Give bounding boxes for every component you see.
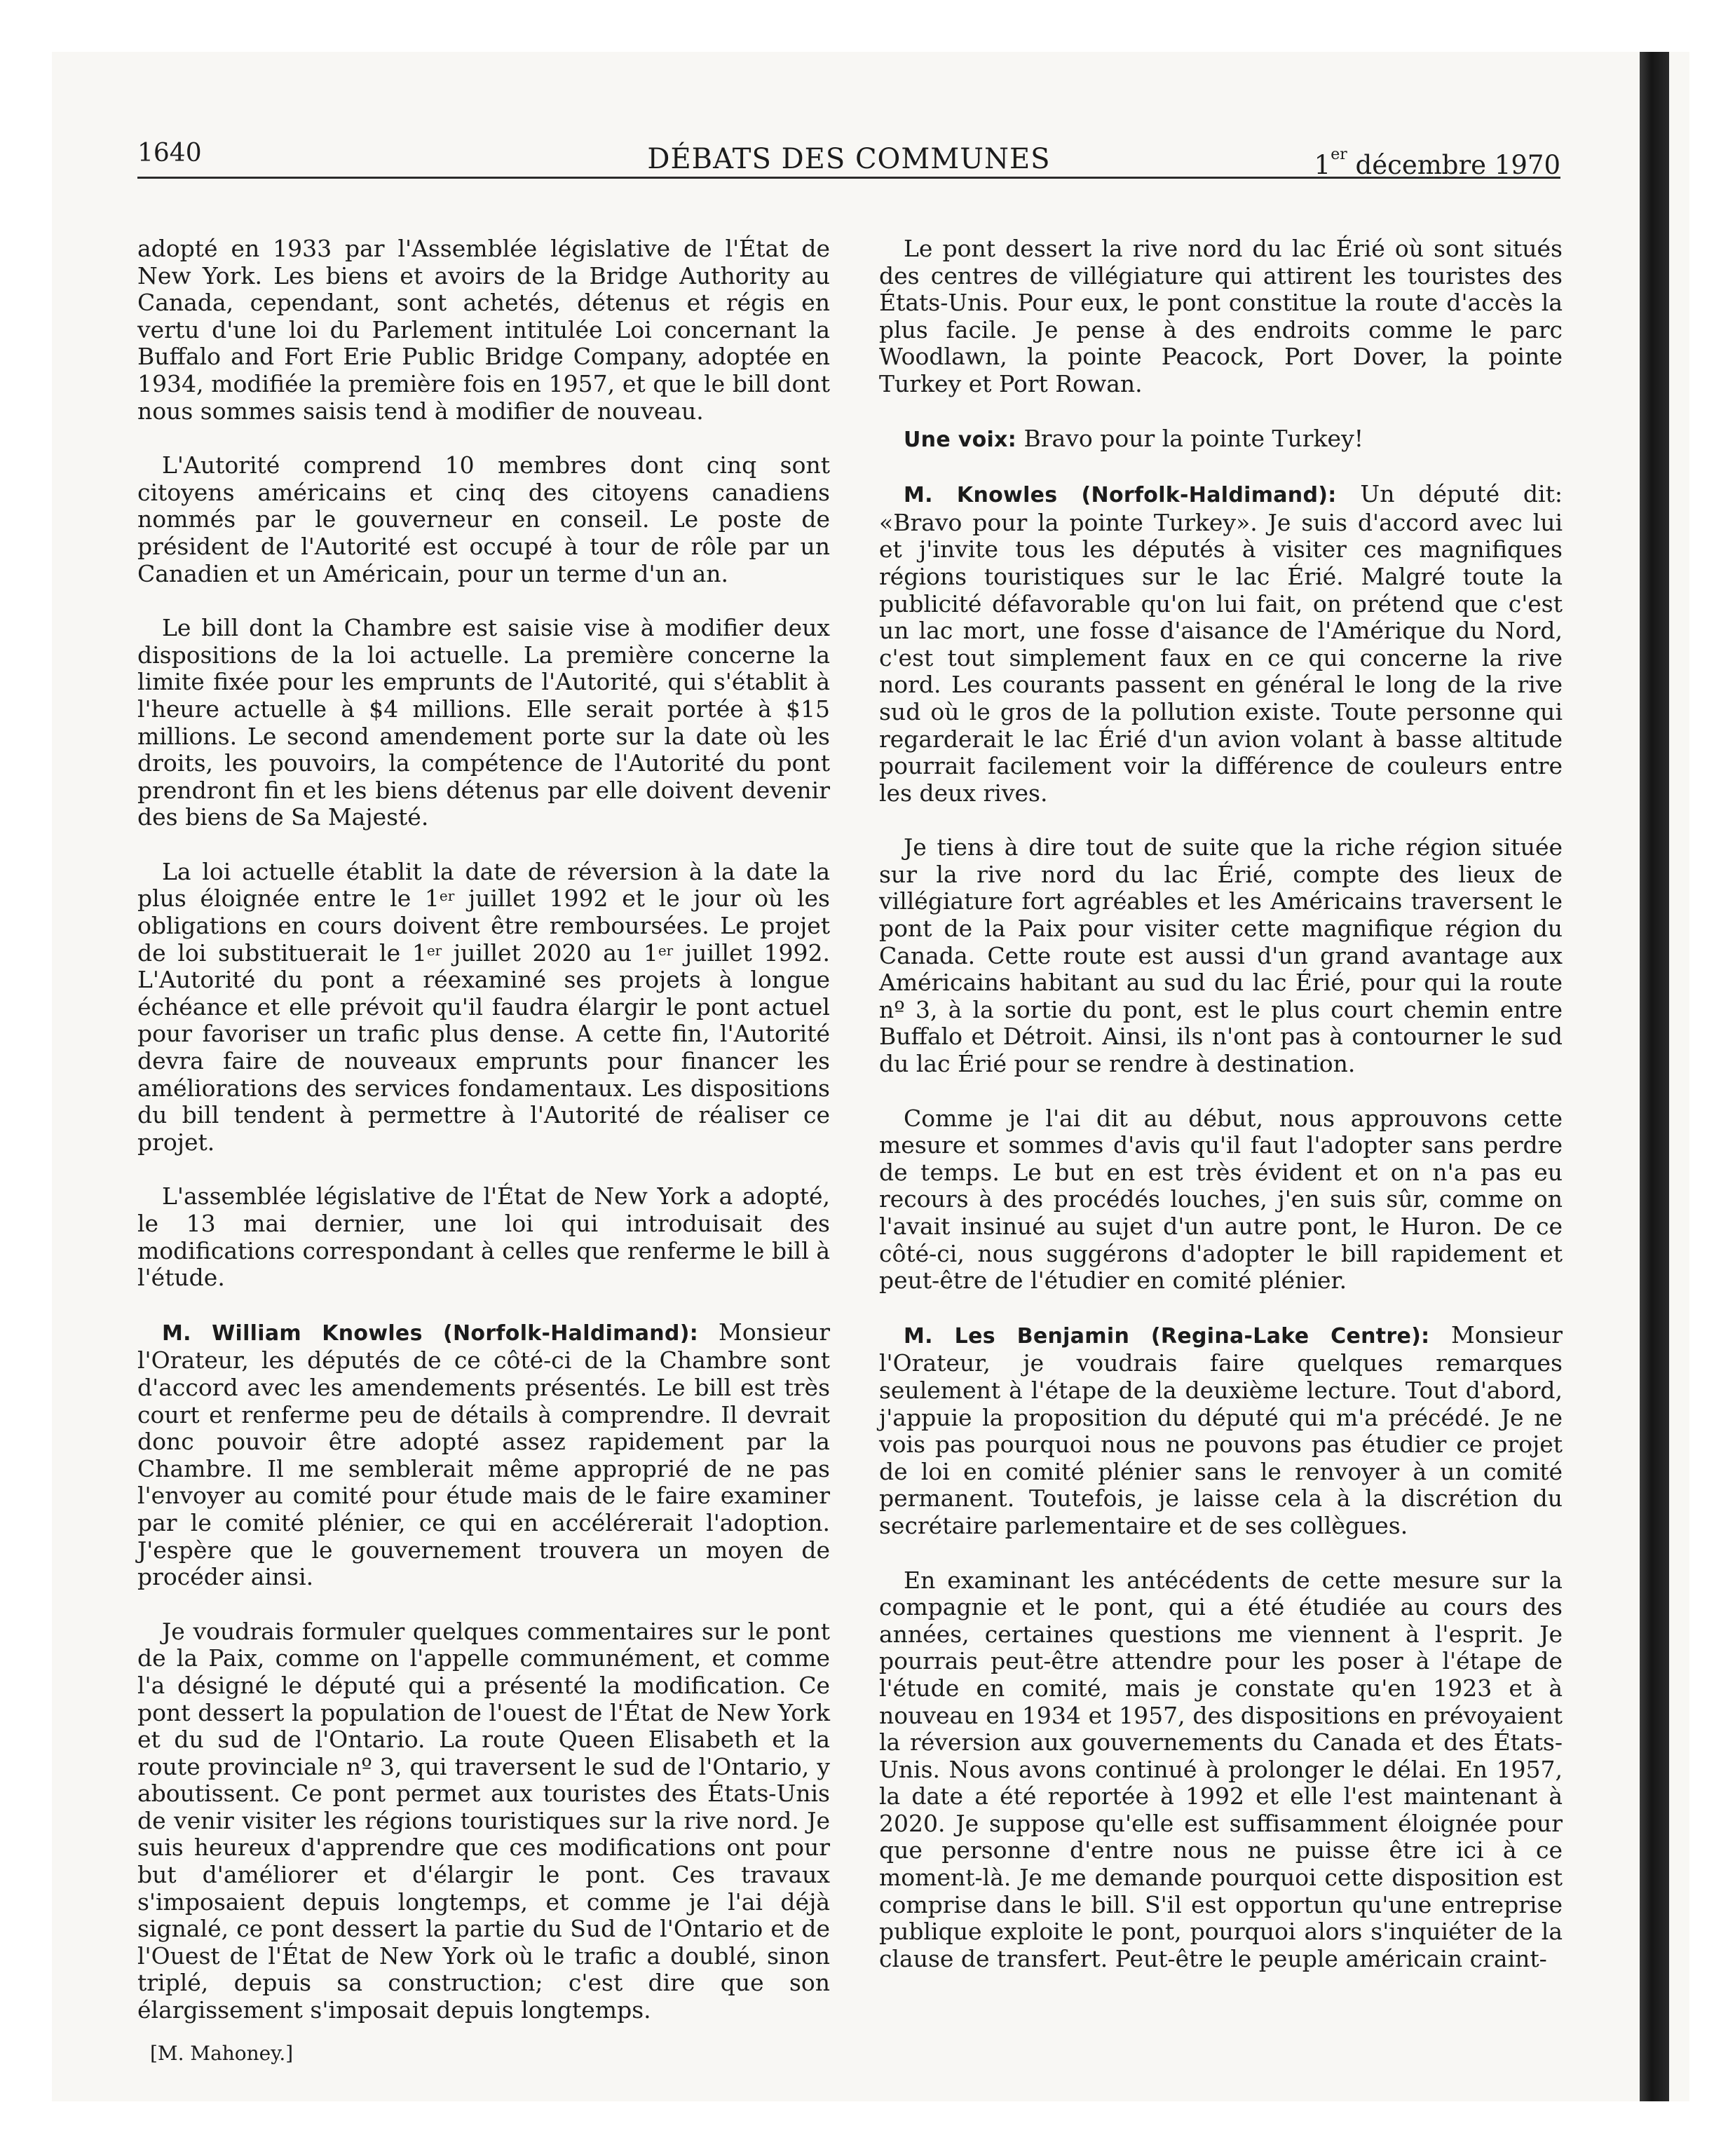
right-column xyxy=(879,236,1563,2000)
speech-text: Bravo pour la pointe Turkey! xyxy=(1016,424,1363,452)
left-column xyxy=(137,236,830,2065)
right-paragraph-2 xyxy=(879,425,1563,454)
speaker-name: M. Knowles (Norfolk-Haldimand): xyxy=(904,483,1337,508)
date-rest: décembre 1970 xyxy=(1347,150,1560,180)
right-paragraph-7: En examinant les antécédents de cette mesure sur la compagnie et le pont, qui a été étudiée au cours des années, certaines questions me viennent à l'esprit. Je pourrais peut-être attendre pour les poser à l'étape de l'étude en comité, mais je constate qu'en 1923 et à nouveau en 1934 et 1957, des dispositions en prévoyaient la réversion aux gouvernements du Canada et des États-Unis. Nous avons continué à prolonger le délai. En 1957, la date a été reportée à 1992 et elle l'est maintenant à 2020. Je suppose qu'elle est suffisamment éloignée pour que personne d'entre nous ne puisse être ici à ce moment-là. Je me demande pourquoi cette disposition est comprise dans le bill. S'il est opportun qu'une entreprise publique exploite le pont, pourquoi alors s'inquiéter de la clause de transfert. Peut-être le peuple américain craint- xyxy=(879,1566,1563,1972)
speech-text: Monsieur l'Orateur, les députés de ce côté-ci de la Chambre sont d'accord avec les amendements présentés. Le bill est très court et renferme peu de détails à comprendre. Il devrait donc pouvoir être adopté assez rapidement par la Chambre. Il me semblerait même approprié de ne pas l'envoyer au comité pour étude mais de le faire examiner par le comité plénier, ce qui en accélérerait l'adoption. J'espère que le gouvernement trouvera un moyen de procéder ainsi. xyxy=(137,1318,831,1591)
right-paragraph-3 xyxy=(879,481,1563,807)
left-paragraph-7: Je voudrais formuler quelques commentaires sur le pont de la Paix, comme on l'appelle communément, et comme l'a désigné le député qui a présenté la modification. Ce pont dessert la population de l'ouest de l'État de New York et du sud de l'Ontario. La route Queen Elisabeth et la route provinciale nº 3, qui traversent le sud de l'Ontario, y aboutissent. Ce pont permet aux touristes des États-Unis de venir visiter les régions touristiques sur la rive nord. Je suis heureux d'apprendre que ces modifications ont pour but d'améliorer et d'élargir le pont. Ces travaux s'imposaient depuis longtemps, et comme je l'ai déjà signalé, ce pont dessert la partie du Sud de l'Ontario et de l'Ouest de l'État de New York où le trafic a doublé, sinon triplé, depuis sa construction; c'est dire que son élargissement s'imposait depuis longtemps. xyxy=(137,1617,830,2024)
p4-part-d: juillet 1992. L'Autorité du pont a réexaminé ses projets à longue échéance et elle prévoit qu'il faudra élargir le pont actuel pour favoriser un trafic plus dense. A cette fin, l'Autorité devra faire de nouveaux emprunts pour financer les améliorations des services fondamentaux. Les dispositions du bill tendent à permettre à l'Autorité de réaliser ce projet. xyxy=(137,939,831,1156)
right-paragraph-6 xyxy=(879,1322,1563,1540)
speech-text: Un député dit: «Bravo pour la pointe Turkey». Je suis d'accord avec lui et j'invite tous les députés à visiter ces magnifiques régions touristiques sur le lac Érié. Malgré toute la publicité défavorable qu'on lui fait, on prétend que c'est un lac mort, une fosse d'aisance de l'Amérique du Nord, c'est tout simplement faux en ce qui concerne la rive nord. Les courants passent en général le long de la rive sud où le gros de la pollution existe. Toute personne qui regarderait le lac Érié d'un avion volant à basse altitude pourrait facilement voir la différence de couleurs entre les deux rives. xyxy=(879,480,1563,807)
left-paragraph-1: adopté en 1933 par l'Assemblée législative de l'État de New York. Les biens et avoirs de la Bridge Authority au Canada, cependant, sont achetés, détenus et régis en vertu d'une loi du Parlement intitulée Loi concernant la Buffalo and Fort Erie Public Bridge Company, adoptée en 1934, modifiée la première fois en 1957, et que le bill dont nous sommes saisis tend à modifier de nouveau. xyxy=(137,235,830,425)
p4-sup-3: er xyxy=(658,941,674,959)
p4-part-c: juillet 2020 au 1 xyxy=(442,939,658,967)
page-number: 1640 xyxy=(137,139,202,168)
date-superscript: er xyxy=(1331,146,1347,163)
date-day: 1 xyxy=(1314,150,1331,180)
speech-text: Monsieur l'Orateur, je voudrais faire quelques remarques seulement à l'étape de la deuxième lecture. Tout d'abord, j'appuie la proposition du député qui m'a précédé. Je ne vois pas pourquoi nous ne pouvons pas étudier ce projet de loi en comité plénier sans le renvoyer à un comité permanent. Toutefois, je laisse cela à la discrétion du secrétaire parlementaire et de ses collègues. xyxy=(879,1321,1563,1539)
p4-sup-2: er xyxy=(426,941,442,959)
left-paragraph-4 xyxy=(137,859,830,1157)
speaker-name: Une voix: xyxy=(904,427,1017,452)
speaker-attribution: [M. Mahoney.] xyxy=(150,2041,294,2065)
speaker-name: M. William Knowles (Norfolk-Haldimand): xyxy=(162,1321,699,1346)
running-title: DÉBATS DES COMMUNES xyxy=(647,143,1051,175)
scan-edge-shadow xyxy=(1640,52,1669,2101)
page-date xyxy=(1314,146,1560,180)
page-header xyxy=(137,133,1560,179)
left-paragraph-3: Le bill dont la Chambre est saisie vise à modifier deux dispositions de la loi actuelle. La première concerne la limite fixée pour les emprunts de l'Autorité, qui s'établit à l'heure actuelle à $4 millions. Elle serait portée à $15 millions. Le second amendement porte sur la date où les droits, les pouvoirs, la compétence de l'Autorité du pont prendront fin et les biens détenus par elle doivent devenir des biens de Sa Majesté. xyxy=(137,614,830,831)
speaker-name: M. Les Benjamin (Regina-Lake Centre): xyxy=(904,1323,1430,1349)
p4-sup-1: er xyxy=(439,887,455,905)
p4-part-a: La loi actuelle établit la date de réversion à la date la plus éloignée entre le 1 xyxy=(137,857,830,913)
right-paragraph-5: Comme je l'ai dit au début, nous approuvons cette mesure et sommes d'avis qu'il faut l'adopter sans perdre de temps. Le but en est très évident et on n'a pas eu recours à des procédés louches, j'en suis sûr, comme on l'avait insinué au sujet d'un autre pont, le Huron. De ce côté-ci, nous suggérons d'adopter le bill rapidement et peut-être de l'étudier en comité plénier. xyxy=(879,1104,1563,1295)
left-paragraph-5: L'assemblée législative de l'État de New York a adopté, le 13 mai dernier, une loi qui introduisait des modifications correspondant à celles que renferme le bill à l'étude. xyxy=(137,1182,830,1292)
right-paragraph-1: Le pont dessert la rive nord du lac Érié où sont situés des centres de villégiature qui attirent les touristes des États-Unis. Pour eux, le pont constitue la route d'accès la plus facile. Je pense à des endroits comme le parc Woodlawn, la pointe Peacock, Port Dover, la pointe Turkey et Port Rowan. xyxy=(879,235,1563,397)
right-paragraph-4: Je tiens à dire tout de suite que la riche région située sur la rive nord du lac Érié, compte des lieux de villégiature fort agréables et les Américains traversent le pont de la Paix pour visiter cette magnifique région du Canada. Cette route est aussi d'un grand avantage aux Américains habitant au sud du lac Érié, pour qui la route nº 3, à la sortie du pont, est le plus court chemin entre Buffalo et Détroit. Ainsi, ils n'ont pas à contourner le sud du lac Érié pour se rendre à destination. xyxy=(879,833,1563,1078)
left-paragraph-2: L'Autorité comprend 10 membres dont cinq sont citoyens américains et cinq des citoyens canadiens nommés par le gouverneur en conseil. Le poste de président de l'Autorité est occupé à tour de rôle par un Canadien et un Américain, pour un terme d'un an. xyxy=(137,451,830,587)
p4-part-b: juillet 1992 et le jour où les obligations en cours doivent être remboursées. Le projet de loi substituerait le 1 xyxy=(137,885,830,967)
left-paragraph-6 xyxy=(137,1319,830,1591)
